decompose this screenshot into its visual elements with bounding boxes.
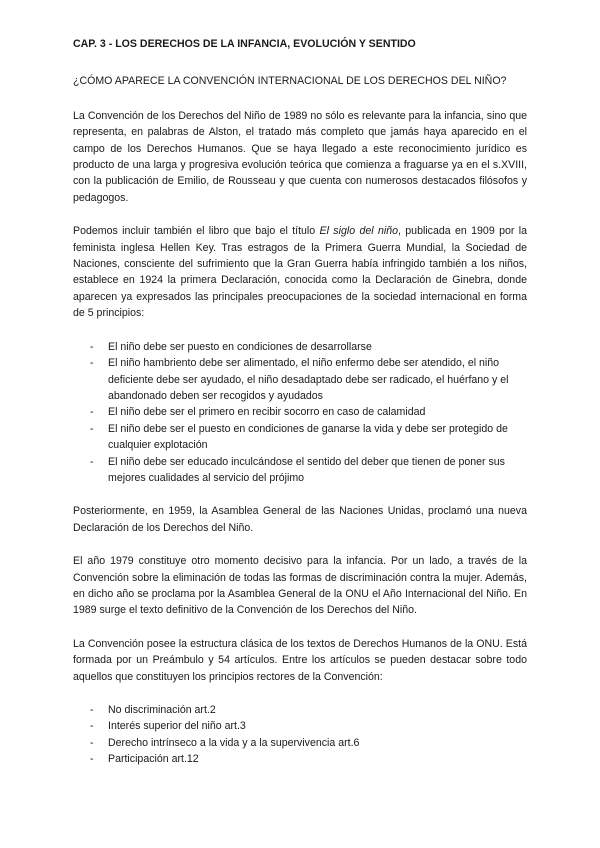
dash-bullet: -	[90, 736, 94, 749]
book-title: El siglo del niño	[319, 225, 398, 238]
list-item	[73, 702, 527, 718]
dash-bullet: -	[90, 455, 94, 468]
paragraph-text-before-title: Podemos incluir también el libro que bajo el título	[73, 225, 320, 238]
list-item	[73, 339, 527, 355]
list-item-text: El niño debe ser educado inculcándose el sentido del deber que tienen de poner sus mejores cualidades al servicio del prójimo	[108, 455, 505, 484]
paragraph-text-after-title: , publicada en 1909 por la feminista inglesa Hellen Key. Tras estragos de la Primera Guerra Mundial, la Sociedad de Naciones, consciente del sufrimiento que la Gran Guerra había infringido también a los niños, establece en 1924 la primera Declaración, conocida como la Declaración de Ginebra, donde aparecen ya expresados las principales preocupaciones de la sociedad internacional en forma de 5 principios:	[73, 225, 527, 320]
dash-bullet: -	[90, 720, 94, 733]
geneva-principles-list	[73, 339, 527, 487]
document-page	[73, 36, 527, 785]
list-item-text: Participación art.12	[108, 753, 199, 766]
list-item	[73, 404, 527, 420]
list-item-text: El niño debe ser el primero en recibir socorro en caso de calamidad	[108, 406, 426, 419]
list-item	[73, 718, 527, 734]
list-item-text: Derecho intrínseco a la vida y a la supervivencia art.6	[108, 736, 360, 749]
paragraph-convention-intro: La Convención de los Derechos del Niño de 1989 no sólo es relevante para la infancia, sino que representa, en palabras de Alston, el tratado más completo que jamás haya aparecido en el campo de los Derechos Humanos. Que se haya llegado a este reconocimiento jurídico es producto de una larga y progresiva evolución teórica que comienza a fraguarse ya en el s.XVIII, con la publicación de Emilio, de Rousseau y que cuenta con numerosos destacados filósofos y pedagogos.	[73, 109, 527, 204]
dash-bullet: -	[90, 340, 94, 353]
guiding-principles-list	[73, 702, 527, 768]
list-item-text: No discriminación art.2	[108, 704, 216, 716]
list-item-text: El niño debe ser puesto en condiciones de desarrollarse	[108, 340, 372, 353]
list-item-text: El niño debe ser el puesto en condiciones de ganarse la vida y debe ser protegido de cualquier explotación	[108, 422, 508, 452]
dash-bullet: -	[90, 357, 94, 370]
paragraph-1959-declaration: Posteriormente, en 1959, la Asamblea General de las Naciones Unidas, proclamó una nueva Declaración de los Derechos del Niño.	[73, 505, 527, 534]
dash-bullet: -	[90, 422, 94, 435]
list-item	[73, 454, 527, 487]
paragraph-geneva-declaration	[73, 223, 527, 321]
dash-bullet: -	[90, 704, 94, 716]
list-item	[73, 421, 527, 454]
list-item	[73, 355, 527, 404]
list-item	[73, 735, 527, 751]
dash-bullet: -	[90, 753, 94, 766]
chapter-title: CAP. 3 - LOS DERECHOS DE LA INFANCIA, EVOLUCIÓN Y SENTIDO	[73, 38, 416, 50]
list-item	[73, 751, 527, 767]
paragraph-1979: El año 1979 constituye otro momento decisivo para la infancia. Por un lado, a través de la Convención sobre la eliminación de todas las formas de discriminación contra la mujer. Además, en dicho año se proclama por la Asamblea General de la ONU el Año Internacional del Niño. En 1989 surge el texto definitivo de la Convención de los Derechos del Niño.	[73, 555, 527, 617]
dash-bullet: -	[90, 406, 94, 419]
paragraph-convention-structure: La Convención posee la estructura clásica de los textos de Derechos Humanos de la ONU. Está formada por un Preámbulo y 54 artículos. Entre los artículos se pueden destacar sobre todo aquellos que constituyen los principios rectores de la Convención:	[73, 637, 527, 683]
list-item-text: El niño hambriento debe ser alimentado, el niño enfermo debe ser atendido, el niño deficiente debe ser ayudado, el niño desadaptado debe ser radicado, el huérfano y el abandonado deben ser recogidos y ayudados	[108, 357, 509, 402]
section-question: ¿CÓMO APARECE LA CONVENCIÓN INTERNACIONAL DE LOS DERECHOS DEL NIÑO?	[73, 75, 507, 88]
list-item-text: Interés superior del niño art.3	[108, 720, 246, 733]
